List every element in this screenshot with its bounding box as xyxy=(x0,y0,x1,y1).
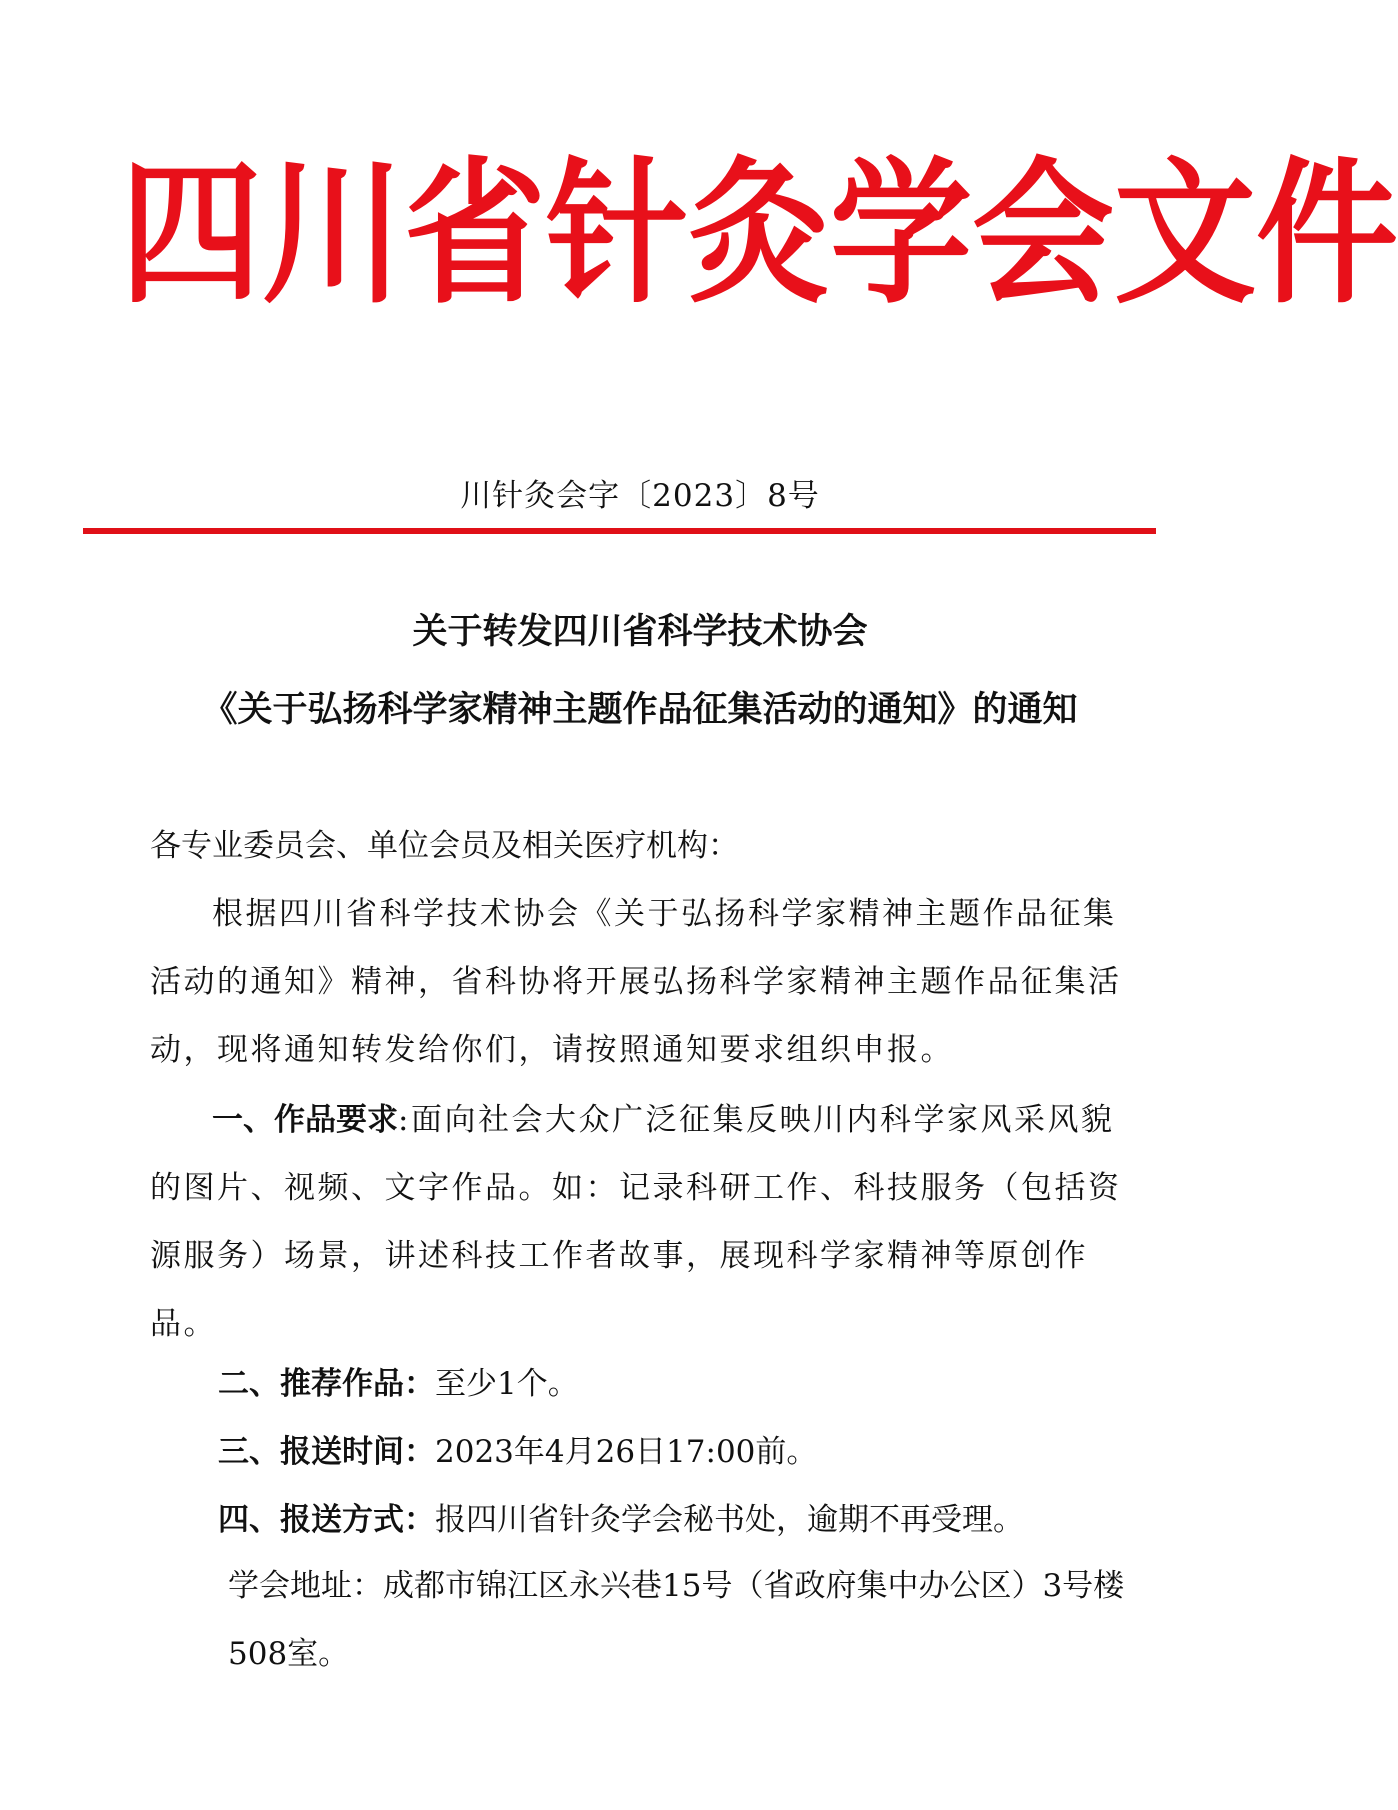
section-text: 报四川省针灸学会秘书处，逾期不再受理。 xyxy=(435,1502,1024,1538)
masthead-char: 针 xyxy=(546,143,688,326)
masthead-char: 省 xyxy=(404,143,546,326)
masthead-char: 学 xyxy=(830,143,972,326)
section-recommended-works xyxy=(218,1350,1208,1418)
masthead-char: 灸 xyxy=(688,143,830,326)
salutation: 各专业委员会、单位会员及相关医疗机构： xyxy=(150,828,739,864)
address-text: 成都市锦江区永兴巷15号（省政府集中办公区）3号楼508室。 xyxy=(228,1568,1125,1672)
section-label: 一、作品要求 xyxy=(212,1102,398,1138)
society-address xyxy=(228,1552,1128,1688)
masthead-char: 四 xyxy=(120,143,262,326)
address-label: 学会地址： xyxy=(228,1568,383,1604)
masthead-char: 川 xyxy=(262,143,404,326)
section-submission-method xyxy=(218,1486,1208,1554)
masthead-char: 文 xyxy=(1114,143,1256,326)
masthead-char: 件 xyxy=(1256,143,1398,326)
section-label: 二、推荐作品： xyxy=(218,1366,435,1402)
masthead-char: 会 xyxy=(972,143,1114,326)
document-title-line-2: 《关于弘扬科学家精神主题作品征集活动的通知》的通知 xyxy=(202,690,1078,730)
section-text: 2023年4月26日17:00前。 xyxy=(435,1434,818,1470)
section-submission-time xyxy=(218,1418,1208,1486)
red-divider-line xyxy=(83,528,1156,534)
intro-paragraph: 根据四川省科学技术协会《关于弘扬科学家精神主题作品征集活动的通知》精神，省科协将开展弘扬科学家精神主题作品征集活动，现将通知转发给你们，请按照通知要求组织申报。 xyxy=(150,896,1122,1068)
section-label: 四、报送方式： xyxy=(218,1502,435,1538)
document-title-line-1: 关于转发四川省科学技术协会 xyxy=(412,612,868,652)
document-number: 川针灸会字〔2023〕8号 xyxy=(460,478,820,514)
section-text: :面向社会大众广泛征集反映川内科学家风采风貌的图片、视频、文字作品。如：记录科研工作、科技服务（包括资源服务）场景，讲述科技工作者故事，展现科学家精神等原创作品。 xyxy=(150,1102,1122,1342)
section-label: 三、报送时间： xyxy=(218,1434,435,1470)
masthead-title xyxy=(120,143,1398,326)
section-requirements xyxy=(150,1086,1140,1358)
section-text: 至少1个。 xyxy=(435,1366,579,1402)
